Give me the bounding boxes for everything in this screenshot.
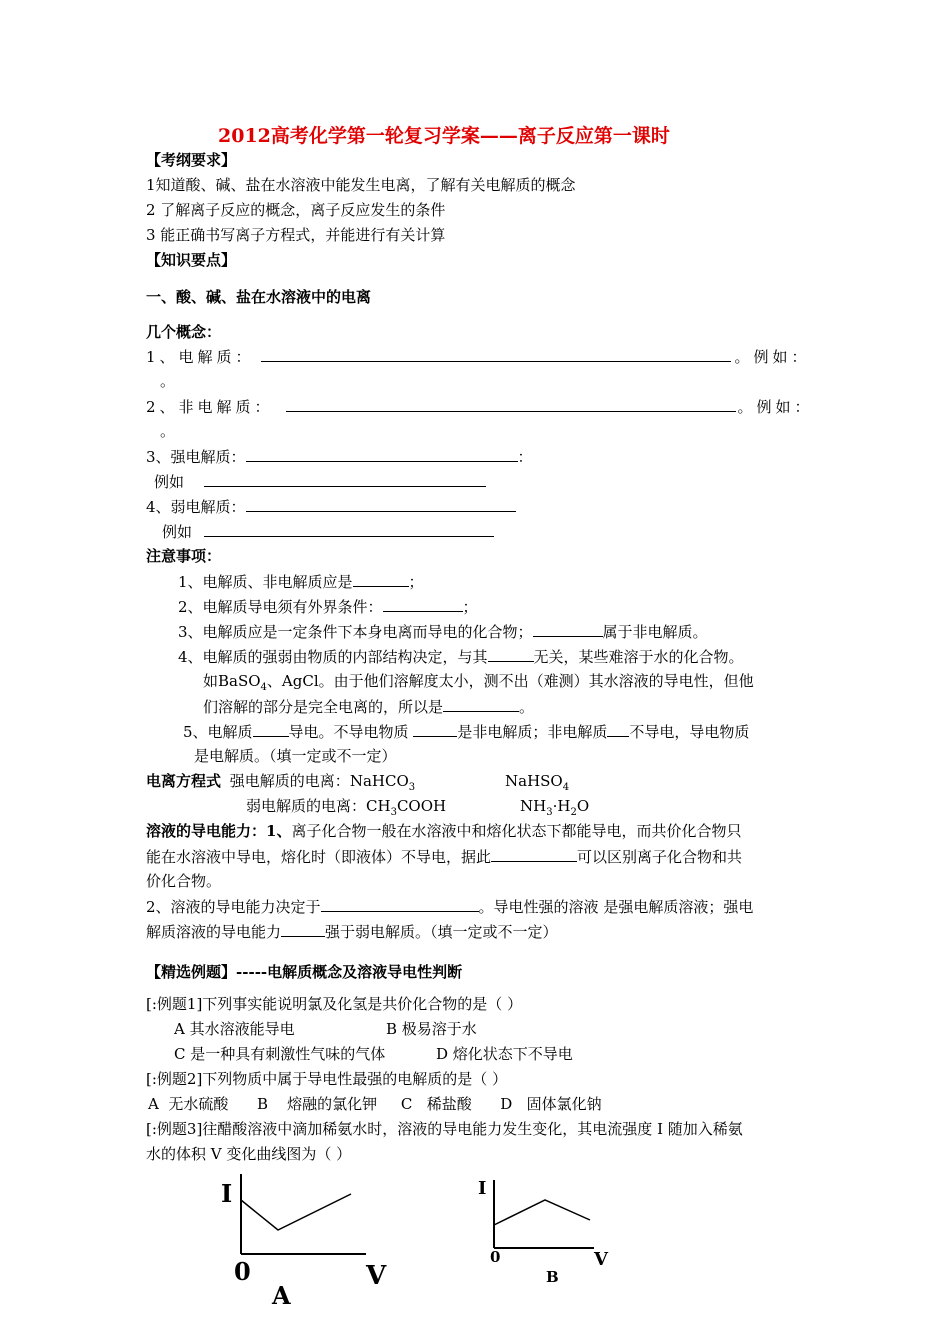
blank-line	[281, 921, 325, 937]
concepts-label: 几个概念：	[146, 323, 222, 341]
conductivity-text: 可以区别离子化合物和共	[577, 848, 743, 866]
subscript: 4	[562, 782, 570, 793]
conductivity-text: 解质溶液的导电能力	[146, 923, 282, 941]
note-item-cont	[203, 671, 754, 698]
question-3-cont: 水的体积 V 变化曲线图为（ ）	[146, 1145, 352, 1163]
formula: O	[576, 797, 590, 815]
note-text: 5、电解质	[183, 723, 253, 741]
concept-strong-electrolyte	[146, 446, 533, 467]
subscript: 3	[390, 807, 397, 818]
concept-label: 2、非电解质：	[146, 398, 274, 416]
y-axis-label: I	[221, 1179, 233, 1208]
section-heading: 一、酸、碱、盐在水溶液中的电离	[146, 288, 372, 306]
y-axis-label: I	[478, 1178, 487, 1199]
note-item-cont	[203, 696, 534, 717]
concept-tail: ：	[517, 448, 533, 466]
ionization-label: 电离方程式	[146, 772, 222, 790]
blank-line	[383, 596, 463, 612]
origin-label: 0	[490, 1248, 501, 1266]
blank-line	[246, 496, 516, 512]
option: A 其水溶液能导电	[174, 1020, 295, 1038]
conductivity-text: 。导电性强的溶液 是强电解质溶液；强电	[478, 898, 754, 916]
note-text: 如BaSO	[203, 672, 261, 690]
formula: NaHSO	[505, 772, 563, 790]
note-item-cont: 是电解质。（填一定或不一定）	[194, 747, 397, 765]
note-item	[178, 571, 424, 592]
notes-heading: 注意事项：	[146, 547, 222, 565]
subscript: 3	[546, 807, 553, 818]
graph-caption: B	[546, 1268, 559, 1286]
conductivity-line	[146, 821, 741, 841]
concept-label: 3、强电解质：	[146, 448, 246, 466]
question-3: [:例题3]往醋酸溶液中滴加稀氨水时，溶液的导电能力发生变化，其电流强度 I 随加入稀氨	[146, 1120, 743, 1138]
blank-line	[253, 721, 289, 737]
note-item	[178, 596, 478, 617]
conductivity-line: 价化合物。	[146, 872, 222, 890]
formula: NH	[520, 797, 547, 815]
subscript: 4	[260, 682, 267, 693]
concept-nonelectrolyte	[146, 396, 814, 417]
example-label: 例如	[154, 473, 185, 491]
note-text: 们溶解的部分是完全电离的，所以是	[203, 698, 444, 716]
question-1: [:例题1]下列事实能说明氯及化氢是共价化合物的是（ ）	[146, 995, 523, 1013]
conductivity-line	[146, 921, 558, 942]
graph-b	[474, 1170, 614, 1300]
note-text: 1、电解质、非电解质应是	[178, 573, 353, 591]
option: D 熔化状态下不导电	[436, 1045, 573, 1063]
concept-weak-electrolyte	[146, 496, 516, 517]
subscript: 2	[570, 807, 577, 818]
ionization-text: 弱电解质的电离：	[246, 797, 367, 815]
blank-line	[353, 571, 409, 587]
note-item	[178, 646, 744, 667]
ionization-strong	[146, 771, 415, 798]
options-row: A 无水硫酸 B 熔融的氯化钾 C 稀盐酸 D 固体氯化钠	[148, 1095, 602, 1113]
note-text: 是非电解质；非电解质	[457, 723, 608, 741]
curve	[494, 1200, 590, 1225]
examples-heading-label: 【精选例题】	[146, 963, 237, 981]
note-text: 不导电，导电物质	[629, 723, 750, 741]
blank-line	[286, 396, 736, 412]
blank-line	[413, 721, 457, 737]
knowledge-heading: 【知识要点】	[146, 251, 237, 269]
concept-end-mark: 。	[160, 372, 176, 390]
curve	[241, 1194, 351, 1230]
examples-heading-topic: -----电解质概念及溶液导电性判断	[236, 963, 463, 981]
blank-line	[607, 721, 629, 737]
note-item	[178, 621, 708, 642]
blank-line	[204, 521, 494, 537]
formula: NaHCO	[349, 772, 409, 790]
examples-heading	[146, 962, 462, 982]
note-text: 、AgCl。由于他们溶解度太小，测不出（难测）其水溶液的导电性，但他	[266, 672, 754, 690]
note-text: 无关，某些难溶于水的化合物。	[533, 648, 744, 666]
concept-label: 1、电解质：	[146, 348, 255, 366]
formula-nahso4	[505, 771, 569, 798]
concept-end-mark: 。	[160, 422, 176, 440]
blank-line	[533, 621, 603, 637]
note-text: 。	[519, 698, 535, 716]
x-axis-label: V	[594, 1249, 608, 1270]
note-text: ；	[462, 598, 478, 616]
conductivity-line	[146, 846, 742, 867]
blank-line	[443, 696, 519, 712]
example-line	[154, 471, 486, 492]
note-text: ；	[408, 573, 424, 591]
question-2: [:例题2]下列物质中属于导电性最强的电解质的是（ ）	[146, 1070, 508, 1088]
subscript: 3	[408, 782, 416, 793]
formula: CH	[366, 797, 391, 815]
example-label: 例如	[162, 523, 193, 541]
graph-a	[216, 1170, 396, 1320]
example-line	[162, 521, 494, 542]
option: C 是一种具有刺激性气味的气体	[174, 1045, 386, 1063]
blank-line	[261, 346, 731, 362]
note-text: 导电。不导电物质	[288, 723, 414, 741]
x-axis-label: V	[366, 1261, 387, 1291]
conductivity-text: 强于弱电解质。（填一定或不一定）	[325, 923, 558, 941]
blank-line	[321, 896, 479, 912]
note-item	[183, 721, 749, 742]
formula: ·H	[552, 797, 571, 815]
concept-tail: 。例如：	[737, 398, 814, 416]
option: B 极易溶于水	[386, 1020, 477, 1038]
origin-label: 0	[234, 1257, 251, 1286]
page-title: 2012高考化学第一轮复习学案——离子反应第一课时	[218, 125, 670, 147]
requirement-item: 2 了解离子反应的概念，离子反应发生的条件	[146, 201, 446, 219]
note-text: 2、电解质导电须有外界条件：	[178, 598, 383, 616]
conductivity-text: 离子化合物一般在水溶液中和熔化状态下都能导电，而共价化合物只	[291, 822, 742, 840]
ionization-weak	[246, 796, 446, 823]
concept-tail: 。例如：	[734, 348, 811, 366]
blank-line	[246, 446, 518, 462]
formula: COOH	[396, 797, 447, 815]
requirement-item: 3 能正确书写离子方程式，并能进行有关计算	[146, 226, 446, 244]
blank-line	[488, 646, 534, 662]
concept-electrolyte	[146, 346, 811, 367]
note-text: 4、电解质的强弱由物质的内部结构决定，与其	[178, 648, 488, 666]
conductivity-label: 溶液的导电能力：1、	[146, 822, 292, 840]
blank-line	[491, 846, 577, 862]
conductivity-line	[146, 896, 753, 917]
requirements-heading: 【考纲要求】	[146, 151, 237, 169]
ionization-text: 强电解质的电离：	[229, 772, 350, 790]
conductivity-text: 2、溶液的导电能力决定于	[146, 898, 321, 916]
note-text: 属于非电解质。	[602, 623, 708, 641]
formula-nh3h2o	[520, 796, 589, 823]
blank-line	[204, 471, 486, 487]
conductivity-text: 能在水溶液中导电，熔化时（即液体）不导电，据此	[146, 848, 492, 866]
note-text: 3、电解质应是一定条件下本身电离而导电的化合物；	[178, 623, 533, 641]
graph-caption: A	[272, 1281, 291, 1310]
concept-label: 4、弱电解质：	[146, 498, 246, 516]
requirement-item: 1知道酸、碱、盐在水溶液中能发生电离，了解有关电解质的概念	[146, 176, 576, 194]
